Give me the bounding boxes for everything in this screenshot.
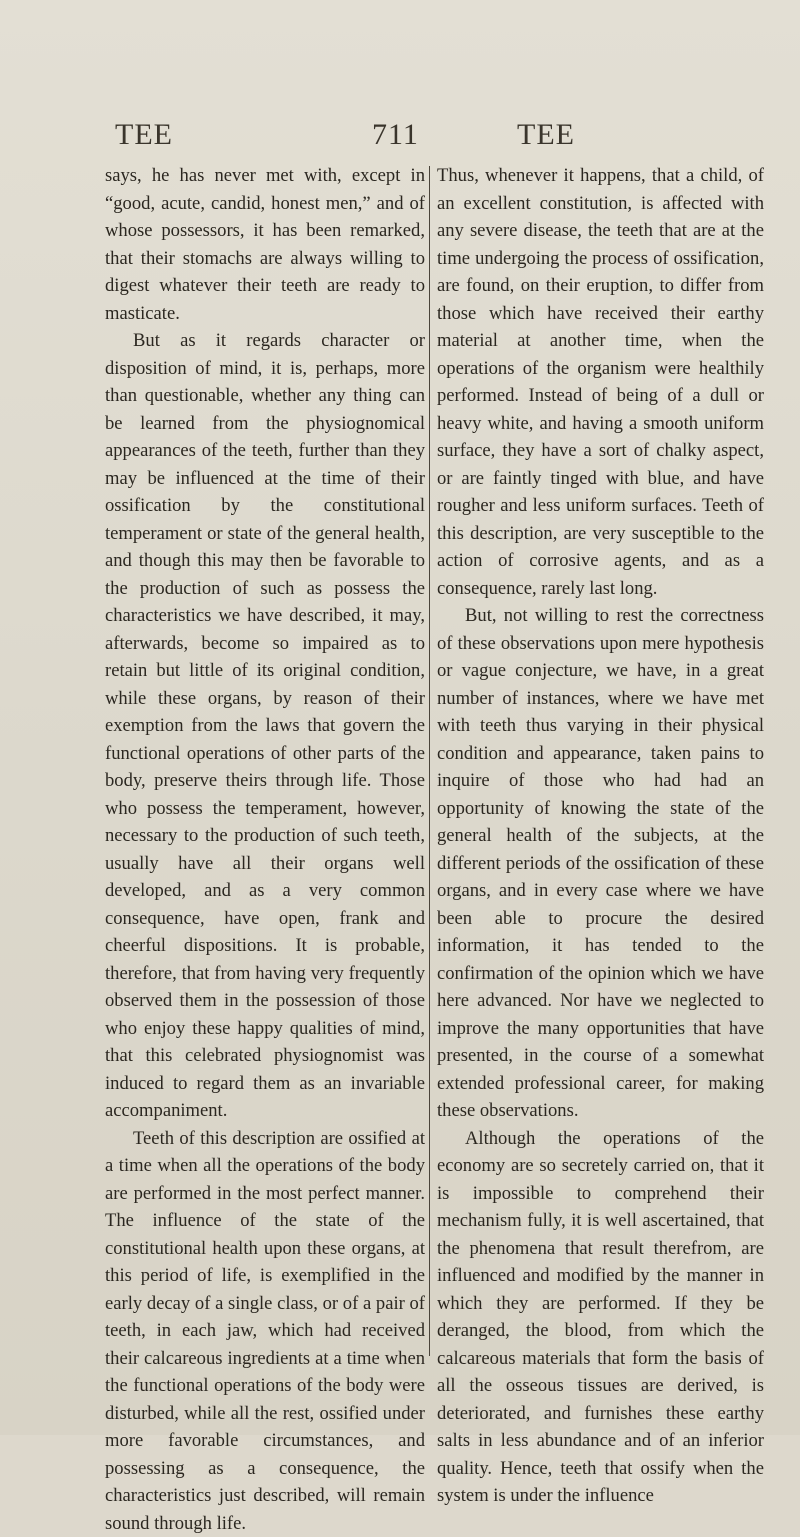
paragraph: Although the operations of the economy are so secretely carried on, that it is impossible to comprehend their mechanism fully, it is well ascertained, that the phenomena that result therefrom, are influenced and modified by the manner in which they are performed. If they be deranged, the blood, from which the calcareous materials that form the basis of all the osseous tissues are derived, is deteriorated, and furnishes these earthy salts in less abundance and of an inferior quality. Hence, teeth that ossify when the system is under the influence — [437, 1125, 764, 1510]
paragraph: Thus, whenever it happens, that a child, of an excellent constitution, is affected with any severe disease, the teeth that are at the time undergoing the process of ossification, are found, on their eruption, to differ from those which have received their earthy material at another time, when the operations of the organism were healthily performed. Instead of being of a dull or heavy white, and having a smooth uniform surface, they have a sort of chalky aspect, or are faintly tinged with blue, and have rougher and less uniform surfaces. Teeth of this description, are very susceptible to the action of corrosive agents, and as a consequence, rarely last long. — [437, 162, 764, 602]
paragraph: But, not willing to rest the correctness of these observations upon mere hypothesis or vague conjecture, we have, in a great number of instances, where we have met with teeth thus varying in their physical condition and appearance, taken pains to inquire of those who had had an opportunity of knowing the state of the general health of the subjects, at the different periods of the ossification of these organs, and in every case where we have been able to procure the desired information, it has tended to the confirmation of the opinion which we have here advanced. Nor have we neglected to improve the many opportunities that have presented, in the course of a somewhat extended professional career, for making these observations. — [437, 602, 764, 1125]
left-column — [105, 162, 425, 1537]
running-head — [0, 118, 800, 158]
running-head-left: TEE — [115, 118, 173, 152]
paragraph: Teeth of this description are ossified at a time when all the operations of the body are performed in the most perfect manner. The influence of the state of the constitutional health upon these organs, at this period of life, is exemplified in the early decay of a single class, or of a pair of teeth, in each jaw, which had received their calcareous ingredients at a time when the functional operations of the body were disturbed, while all the rest, ossified under more favorable circumstances, and possessing as a consequence, the characteristics just described, will remain sound through life. — [105, 1125, 425, 1537]
running-head-right: TEE — [517, 118, 575, 152]
paragraph: But as it regards character or disposition of mind, it is, perhaps, more than questionable, whether any thing can be learned from the physiognomical appearances of the teeth, further than they may be influenced at the time of their ossification by the constitutional temperament or state of the general health, and though this may then be favorable to the production of such as possess the characteristics we have described, it may, afterwards, become so impaired as to retain but little of its original condition, while these organs, by reason of their exemption from the laws that govern the functional operations of other parts of the body, preserve theirs through life. Those who possess the temperament, however, necessary to the production of such teeth, usually have all their organs well developed, and as a very common consequence, have open, frank and cheerful dispositions. It is probable, therefore, that from having very frequently observed them in the possession of those who enjoy these happy qualities of mind, that this celebrated physiognomist was induced to regard them as an invariable accompaniment. — [105, 327, 425, 1125]
right-column — [437, 162, 764, 1510]
page-number: 711 — [372, 118, 419, 152]
column-divider — [429, 166, 430, 1356]
paragraph: says, he has never met with, except in “good, acute, candid, honest men,” and of whose possessors, it has been remarked, that their stomachs are always willing to digest whatever their teeth are ready to masticate. — [105, 162, 425, 327]
